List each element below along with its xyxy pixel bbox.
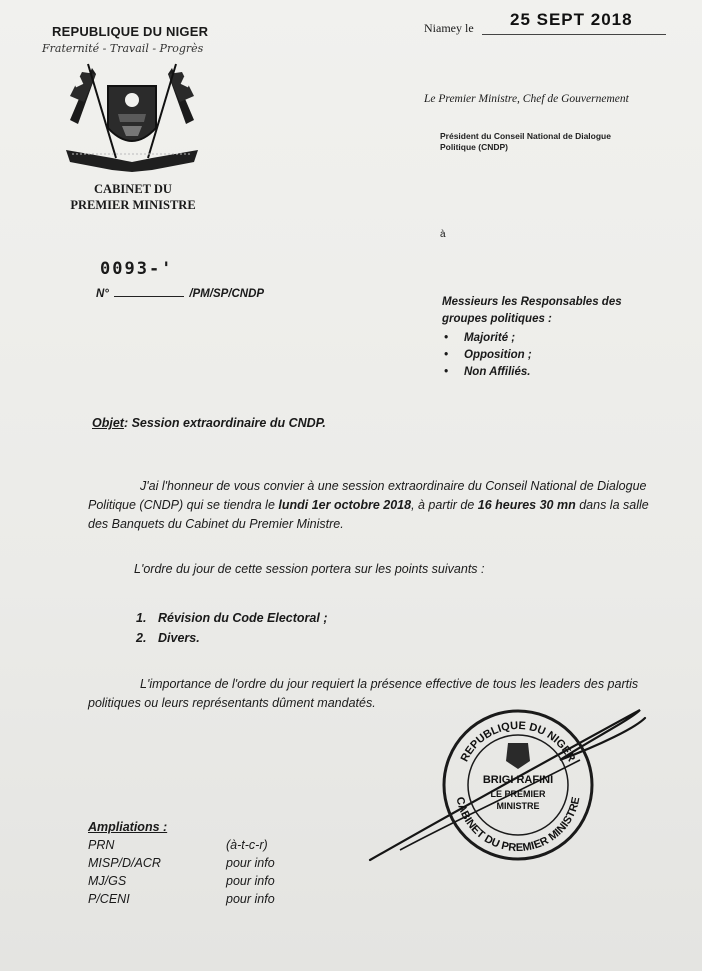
list-item <box>136 608 327 628</box>
subject-line <box>92 416 326 430</box>
addressee-prefix: à <box>440 229 446 240</box>
recipients-block <box>442 294 662 381</box>
sender-role <box>440 131 640 153</box>
recipients-list <box>442 330 662 381</box>
ampliations-block <box>88 818 316 908</box>
subject-label: Objet <box>92 416 124 430</box>
body-paragraph-1 <box>88 477 668 534</box>
date-underline <box>482 34 666 35</box>
sender-role-line-2: Politique (CNDP) <box>440 142 508 152</box>
agenda-text: Révision du Code Electoral ; <box>158 611 328 625</box>
list-item: • Non Affiliés. <box>442 364 662 381</box>
stamp-name: BRIGI RAFINI <box>482 774 554 786</box>
agenda-number: 1. <box>136 611 147 625</box>
list-item: • Opposition ; <box>442 347 662 364</box>
reference-line <box>96 286 264 300</box>
ampliation-note: pour info <box>226 856 275 870</box>
table-row <box>88 836 316 854</box>
table-row <box>88 854 316 872</box>
ampliation-note: (à-t-c-r) <box>226 838 268 852</box>
ampliations-heading: Ampliations : <box>88 820 168 834</box>
agenda-number: 2. <box>136 631 147 645</box>
body-text: dans la salle des Banquets du Cabinet du Premier Ministre. <box>88 498 649 531</box>
ampliation-note: pour info <box>226 874 275 888</box>
reference-blank <box>114 286 184 297</box>
cabinet-line-1: CABINET DU <box>94 182 172 196</box>
list-item: • Majorité ; <box>442 330 662 347</box>
meeting-time: 16 heures 30 mn <box>477 498 576 512</box>
ampliation-recipient: PRN <box>88 838 115 852</box>
table-row <box>88 872 316 890</box>
cabinet-line-2: PREMIER MINISTRE <box>70 198 196 212</box>
agenda-list <box>136 608 327 648</box>
stamp-inner-2: MINISTRE <box>496 801 540 811</box>
cabinet-heading <box>58 181 208 213</box>
reference-suffix: /PM/SP/CNDP <box>189 288 265 300</box>
sender-role-line-1: Président du Conseil National de Dialogue <box>440 131 611 141</box>
subject-text: : Session extraordinaire du CNDP. <box>123 416 326 430</box>
recipients-heading-2: groupes politiques : <box>442 313 552 325</box>
body-text: , à partir de <box>411 498 478 512</box>
body-paragraph-3: L'importance de l'ordre du jour requiert la présence effective de tous les leaders des partis politiques ou leurs représentants dûment mandatés. <box>88 677 639 710</box>
body-text: J'ai l'honneur de vous convier à une session extraordinaire du Conseil National de Dialogue Politique (CNDP) qui se tiendra le <box>88 479 647 512</box>
agenda-text: Divers. <box>158 631 200 645</box>
stamp-inner-1: LE PREMIER <box>490 789 546 799</box>
list-item <box>136 628 327 648</box>
table-row <box>88 890 316 908</box>
date-value: 25 SEPT 2018 <box>510 10 633 29</box>
stamp-outer-top: REPUBLIQUE DU NIGER <box>458 719 578 764</box>
reference-prefix: N° <box>96 288 109 300</box>
meeting-date: lundi 1er octobre 2018 <box>278 498 412 512</box>
ampliation-note: pour info <box>226 892 275 906</box>
reference-number: 0093-' <box>100 259 174 279</box>
place-label: Niamey le <box>424 21 474 35</box>
ampliation-recipient: MISP/D/ACR <box>88 856 161 870</box>
recipients-heading-1: Messieurs les Responsables des <box>442 296 622 308</box>
ampliation-recipient: MJ/GS <box>88 874 127 888</box>
ampliation-recipient: P/CENI <box>88 892 130 906</box>
stamp-outer-bottom: CABINET DU PREMIER MINISTRE <box>453 795 583 855</box>
sender-title: Le Premier Ministre, Chef de Gouvernement <box>424 93 629 105</box>
official-stamp-icon <box>438 705 598 865</box>
republic-heading: REPUBLIQUE DU NIGER <box>52 24 209 39</box>
niger-coat-of-arms-icon <box>52 62 212 174</box>
national-motto: Fraternité - Travail - Progrès <box>42 42 204 55</box>
body-paragraph-2: L'ordre du jour de cette session portera sur les points suivants : <box>134 562 485 576</box>
